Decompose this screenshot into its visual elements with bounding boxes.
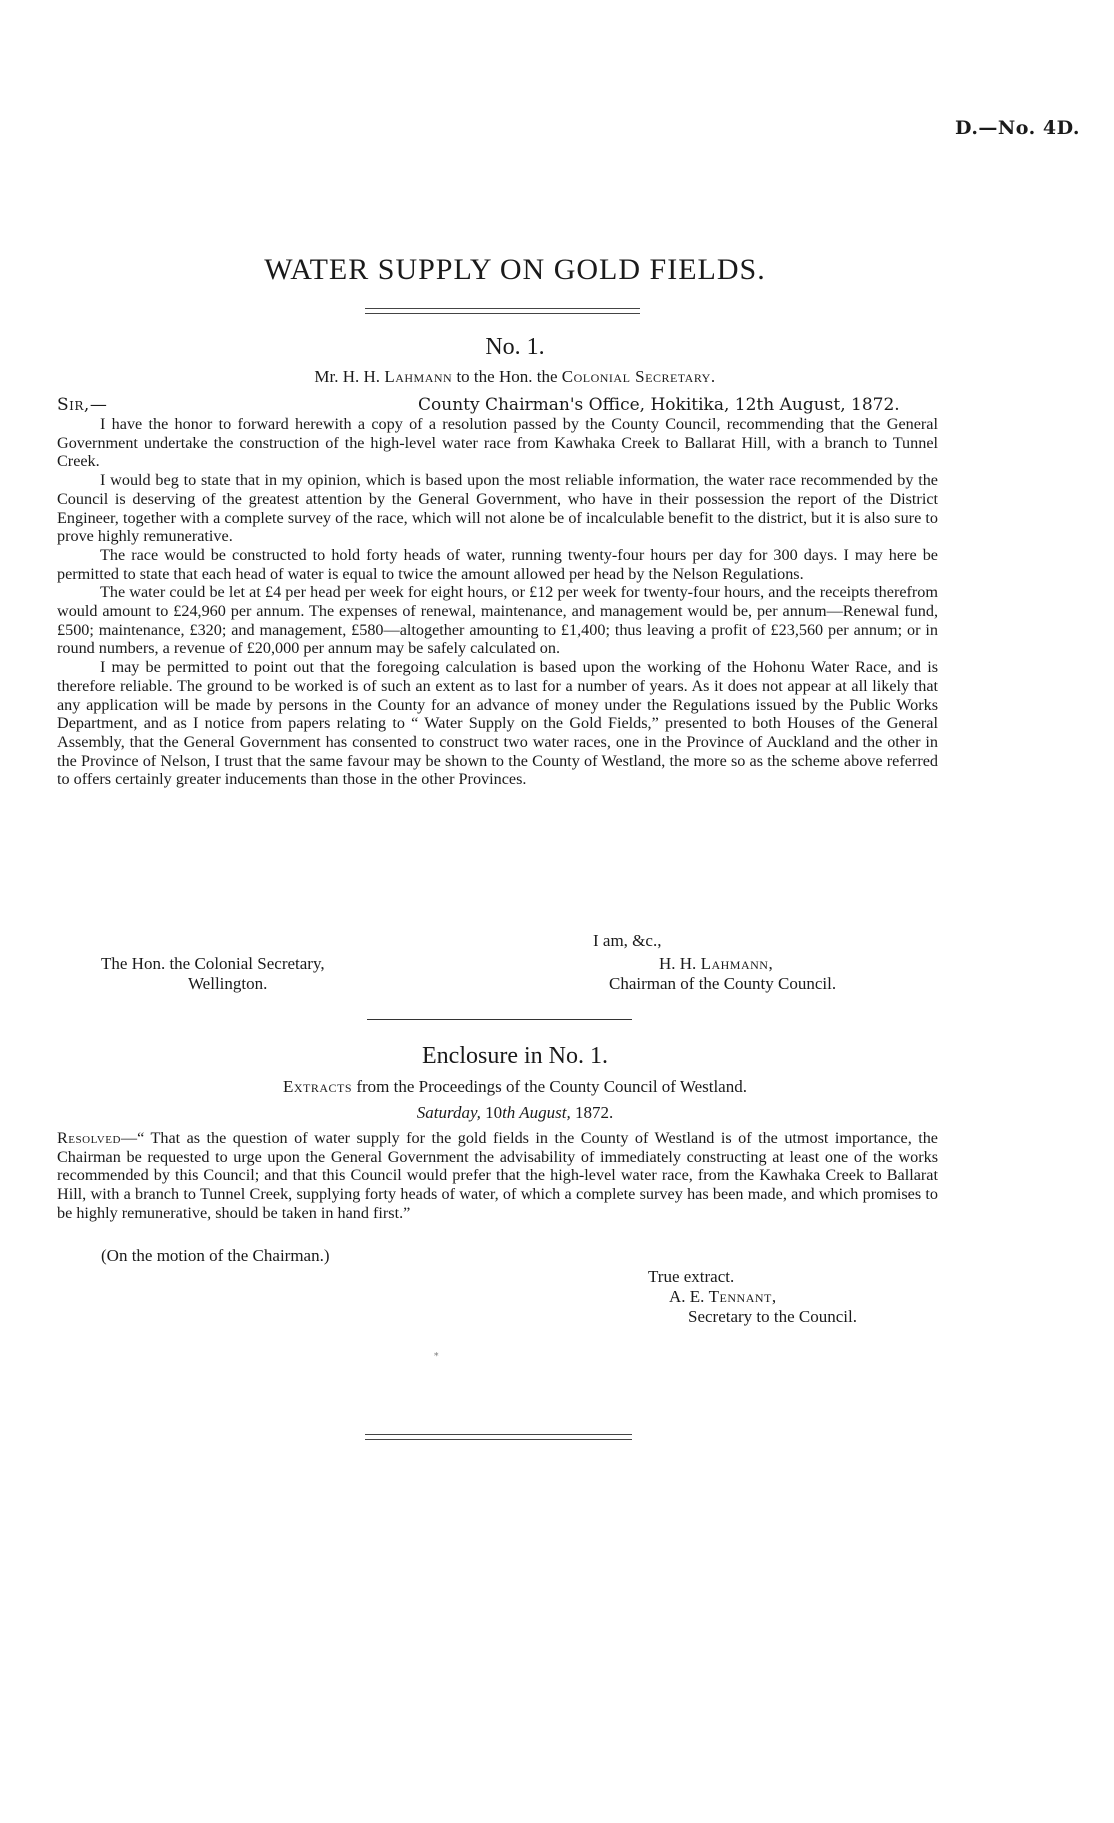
section-divider [367,1019,632,1020]
letter-from-line [0,367,1030,387]
letter-dateline: County Chairman's Office, Hokitika, 12th August, 1872. [418,395,900,415]
title-rule [365,308,640,314]
date-month: August, [515,1103,571,1122]
document-title: WATER SUPPLY ON GOLD FIELDS. [264,253,766,286]
letter-closing: I am, &c., [593,931,662,950]
resolved-label: Resolved [57,1129,121,1147]
letter-paragraph: I would beg to state that in my opinion, which is based upon the most reliable information, the water race recommended by the Council is deserving of the greatest attention by the General Government, who have in their possession the report of the District Engineer, together with a complete survey of the race, which will not alone be of incalculable benefit to the district, but it is also sure to prove highly remunerative. [57,471,938,546]
date-ordinal: th [502,1103,516,1122]
date-year: 1872. [570,1103,614,1122]
resolution-body: —“ That as the question of water supply for the gold fields in the County of Westland is of the utmost importance, the Chairman be requested to urge upon the General Government the advisability of immediately constructing at least one of the works recommended by this Council; and that this Council would prefer that the high-level water race, from the Kawhaka Creek to Ballarat Hill, with a branch to Tunnel Creek, supplying forty heads of water, of which a complete survey has been made, and which promises to be highly remunerative, should be taken in hand first.” [57,1129,938,1222]
date-day: Saturday, [416,1103,481,1122]
from-to: to the Hon. the [452,367,562,386]
addressee-line-2: Wellington. [188,974,268,993]
letter-paragraph: The race would be constructed to hold forty heads of water, running twenty-four hours per day for 300 days. I may here be permitted to state that each head of water is equal to twice the amount allowed per head by the Nelson Regulations. [57,545,938,583]
signer-initials: A. E. [669,1287,709,1306]
signature-initials: H. H. [659,954,701,973]
signature-title: Chairman of the County Council. [609,974,837,993]
true-extract: True extract. [648,1267,735,1286]
signature-name: Lahmann, [700,954,774,973]
letter-paragraph: I have the honor to forward herewith a copy of a resolution passed by the County Council, recommending that the General Government undertake the construction of the high-level water race from Kawhaka Creek to Ballarat Hill, with a branch to Tunnel Creek. [57,415,938,471]
motion-note: (On the motion of the Chairman.) [101,1246,330,1265]
letter-number: No. 1. [485,334,545,360]
letter-body [57,415,938,789]
document-reference: D.—No. 4D. [955,117,1080,139]
closing-rule [365,1434,632,1440]
signer-title: Secretary to the Council. [688,1307,858,1326]
enclosure-signature [669,1287,777,1307]
from-mr: Mr. H. H. [314,367,385,386]
enclosure-subtitle-lead: Extracts [283,1077,353,1096]
addressee-line-1: The Hon. the Colonial Secretary, [101,954,325,973]
enclosure-subtitle [0,1077,1030,1097]
letter-paragraph: I may be permitted to point out that the foregoing calculation is based upon the working of the Hohonu Water Race, and is therefore reliable. The ground to be worked is of such an extent as to last for a number of years. As it does not appear at all likely that any application will be made by persons in the County for an advance of money under the Regulations issued by the Public Works Department, and as I notice from papers relating to “ Water Supply on the Gold Fields,” presented to both Houses of the General Assembly, that the General Government has consented to construct two water races, one in the Province of Auckland and the other in the Province of Nelson, I trust that the same favour may be shown to the County of Westland, the more so as the scheme above referred to offers certainly greater inducements than those in the other Provinces. [57,658,938,789]
from-name: Lahmann [384,367,453,386]
enclosure-subtitle-rest: from the Proceedings of the County Council of Westland. [352,1077,747,1096]
from-recipient: Colonial Secretary. [561,367,716,386]
letter-paragraph: The water could be let at £4 per head per week for eight hours, or £12 per week for twenty-four hours, and the receipts therefrom would amount to £24,960 per annum. The expenses of renewal, maintenance, and management would be, per annum—Renewal fund, £500; maintenance, £320; and management, £580—altogether amounting to £1,400; thus leaving a profit of £23,560 per annum; or in round numbers, a revenue of £20,000 per annum may be safely calculated on. [57,583,938,658]
salutation: Sir,— [57,395,108,415]
letter-signature [659,954,773,974]
enclosure-date [0,1103,1030,1123]
stray-mark: * [434,1352,439,1362]
resolution-text [57,1129,938,1223]
enclosure-title: Enclosure in No. 1. [422,1043,608,1069]
date-number: 10 [480,1103,503,1122]
signer-name: Tennant, [708,1287,777,1306]
